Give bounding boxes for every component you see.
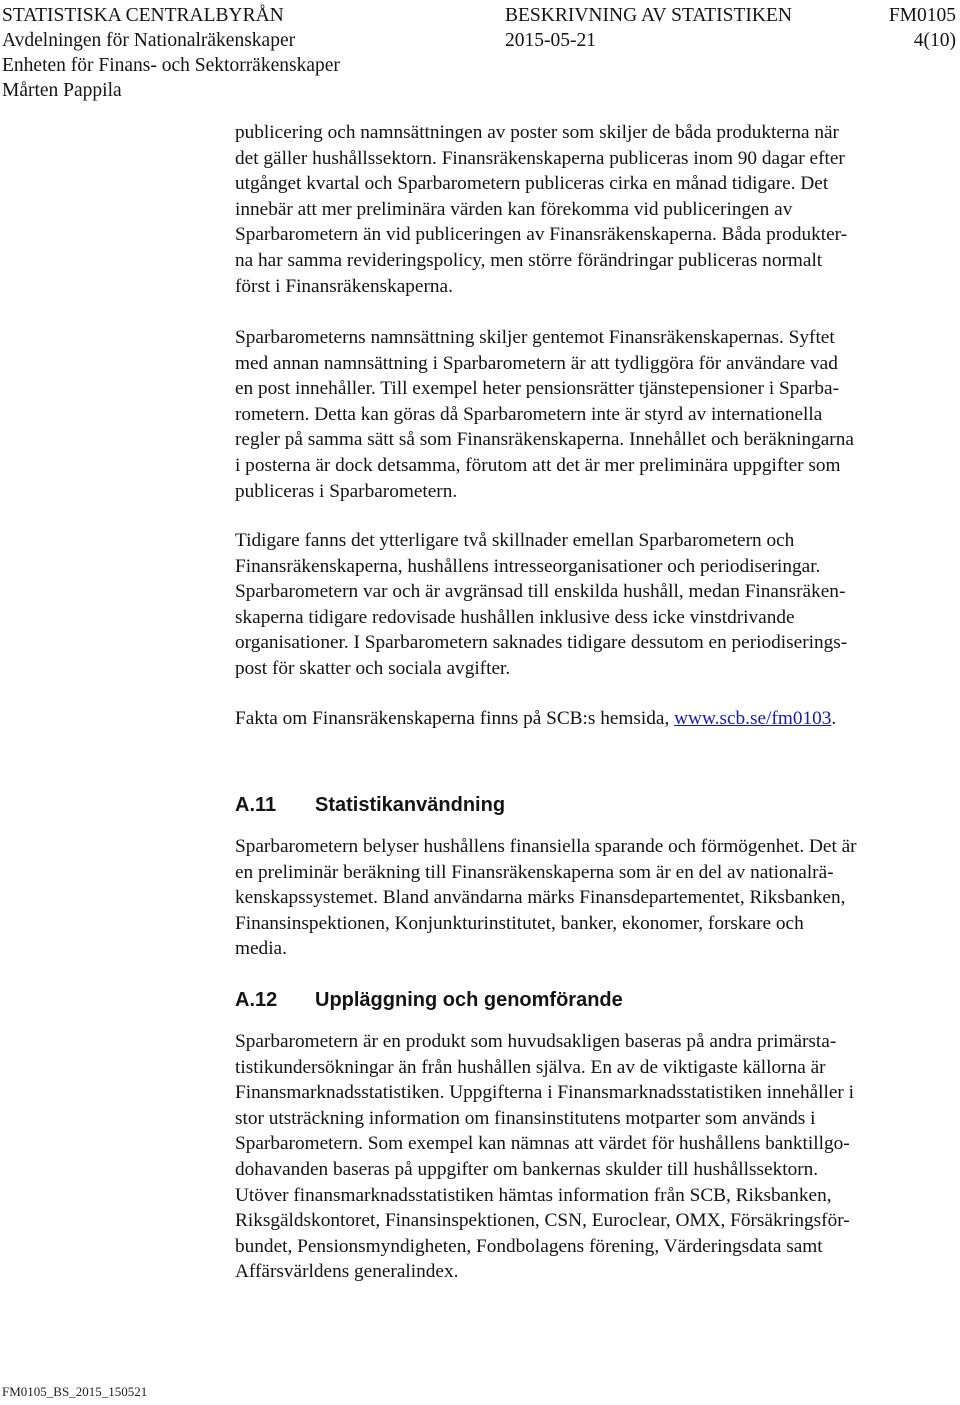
facts-suffix: . <box>831 708 837 729</box>
section-title: Statistikanvändning <box>315 794 506 816</box>
text-line: Riksgäldskontoret, Finansinspektionen, CSN, Euroclear, OMX, Försäkringsför- <box>235 1210 850 1232</box>
section-number: A.11 <box>235 794 277 816</box>
text-line: Tidigare fanns det ytterligare två skillnader emellan Sparbarometern och <box>235 530 795 551</box>
unit-name: Enheten för Finans- och Sektorräkenskaper <box>2 55 340 76</box>
section-heading-upplaggning <box>235 987 623 1013</box>
scb-website-link[interactable]: www.scb.se/fm0103 <box>674 708 832 729</box>
text-line: skaperna tidigare redovisade hushållen inklusive dess icke vinstdrivande <box>235 606 795 628</box>
text-line: med annan namnsättning i Sparbarometern är att tydliggöra för användare vad <box>235 352 838 374</box>
text-line: Sparbarometerns namnsättning skiljer gentemot Finansräkenskapernas. Syftet <box>235 327 835 348</box>
text-line: Utöver finansmarknadsstatistiken hämtas information från SCB, Riksbanken, <box>235 1184 832 1206</box>
text-line: media. <box>235 938 287 960</box>
text-line: Sparbarometern än vid publiceringen av Finansräkenskaperna. Båda produkter- <box>235 224 848 246</box>
text-line: Sparbarometern belyser hushållens finansiella sparande och förmögenhet. Det är <box>235 836 857 857</box>
author-name: Mårten Pappila <box>2 80 122 101</box>
facts-text: Fakta om Finansräkenskaperna finns på SCB:s hemsida, <box>235 708 675 729</box>
paragraph-publication-differences <box>235 120 943 299</box>
header-left-block <box>2 3 340 103</box>
footer-document-code: FM0105_BS_2015_150521 <box>2 1384 148 1399</box>
text-line: rometern. Detta kan göras då Sparbarometern inte är styrd av internationella <box>235 403 823 425</box>
section-number: A.12 <box>235 989 278 1011</box>
text-line: kenskapssystemet. Bland användarna märks Finansdepartementet, Riksbanken, <box>235 887 846 909</box>
paragraph-upplaggning <box>235 1029 943 1285</box>
text-line: regler på samma sätt så som Finansräkenskaperna. Innehållet och beräkningarna <box>235 429 854 451</box>
text-line: Sparbarometern var och är avgränsad till enskilda hushåll, medan Finansräken- <box>235 581 846 603</box>
text-line: na har samma revideringspolicy, men större förändringar publiceras normalt <box>235 249 823 271</box>
text-line: en post innehåller. Till exempel heter pensionsrätter tjänstepensioner i Sparba- <box>235 378 839 400</box>
header-right-block <box>889 3 956 53</box>
paragraph-statistikanvandning <box>235 834 943 962</box>
paragraph-facts <box>235 706 943 732</box>
text-line: först i Finansräkenskaperna. <box>235 275 453 297</box>
text-line: Finansinspektionen, Konjunkturinstitutet, banker, ekonomer, forskare och <box>235 912 804 934</box>
page-number: 4(10) <box>913 30 956 51</box>
text-line: tistikundersökningar än från hushållen själva. En av de viktigaste källorna är <box>235 1056 826 1078</box>
text-line: publicering och namnsättningen av poster som skiljer de båda produkterna när <box>235 122 839 143</box>
text-line: i posterna är dock detsamma, förutom att det är mer preliminära uppgifter som <box>235 454 841 476</box>
text-line: Finansmarknadsstatistiken. Uppgifterna i Finansmarknadsstatistiken innehåller i <box>235 1082 855 1104</box>
text-line: dohavanden baseras på uppgifter om bankernas skulder till hushållssektorn. <box>235 1158 819 1180</box>
text-line: stor utsträckning information om finansinstitutens motparter som används i <box>235 1107 816 1129</box>
text-line: Sparbarometern är en produkt som huvudsakligen baseras på andra primärsta- <box>235 1031 837 1052</box>
paragraph-naming-differences <box>235 325 943 504</box>
section-heading-statistikanvandning <box>235 792 505 818</box>
document-date: 2015-05-21 <box>505 30 596 51</box>
text-line: det gäller hushållssektorn. Finansräkenskaperna publiceras inom 90 dagar efter <box>235 147 845 169</box>
text-line: organisationer. I Sparbarometern saknades tidigare dessutom en periodiserings- <box>235 632 848 654</box>
text-line: utgånget kvartal och Sparbarometern publiceras cirka en månad tidigare. Det <box>235 173 829 195</box>
text-line: publiceras i Sparbarometern. <box>235 480 458 502</box>
text-line: en preliminär beräkning till Finansräkenskaperna som är en del av nationalrä- <box>235 861 834 883</box>
text-line: bundet, Pensionsmyndigheten, Fondbolagens förening, Värderingsdata samt <box>235 1235 823 1257</box>
header-middle-block <box>505 3 792 53</box>
document-code: FM0105 <box>888 5 956 26</box>
text-line: Finansräkenskaperna, hushållens intresseorganisationer och periodiseringar. <box>235 555 821 577</box>
section-title: Uppläggning och genomförande <box>315 989 623 1011</box>
document-type: BESKRIVNING AV STATISTIKEN <box>505 5 792 26</box>
text-line: innebär att mer preliminära värden kan förekomma vid publiceringen av <box>235 198 793 220</box>
agency-name: STATISTISKA CENTRALBYRÅN <box>2 5 284 26</box>
paragraph-earlier-differences <box>235 528 943 682</box>
text-line: Affärsvärldens generalindex. <box>235 1261 459 1283</box>
text-line: Sparbarometern. Som exempel kan nämnas att värdet för hushållens banktillgo- <box>235 1133 850 1155</box>
department-name: Avdelningen för Nationalräkenskaper <box>2 30 296 51</box>
text-line: post för skatter och sociala avgifter. <box>235 657 511 679</box>
